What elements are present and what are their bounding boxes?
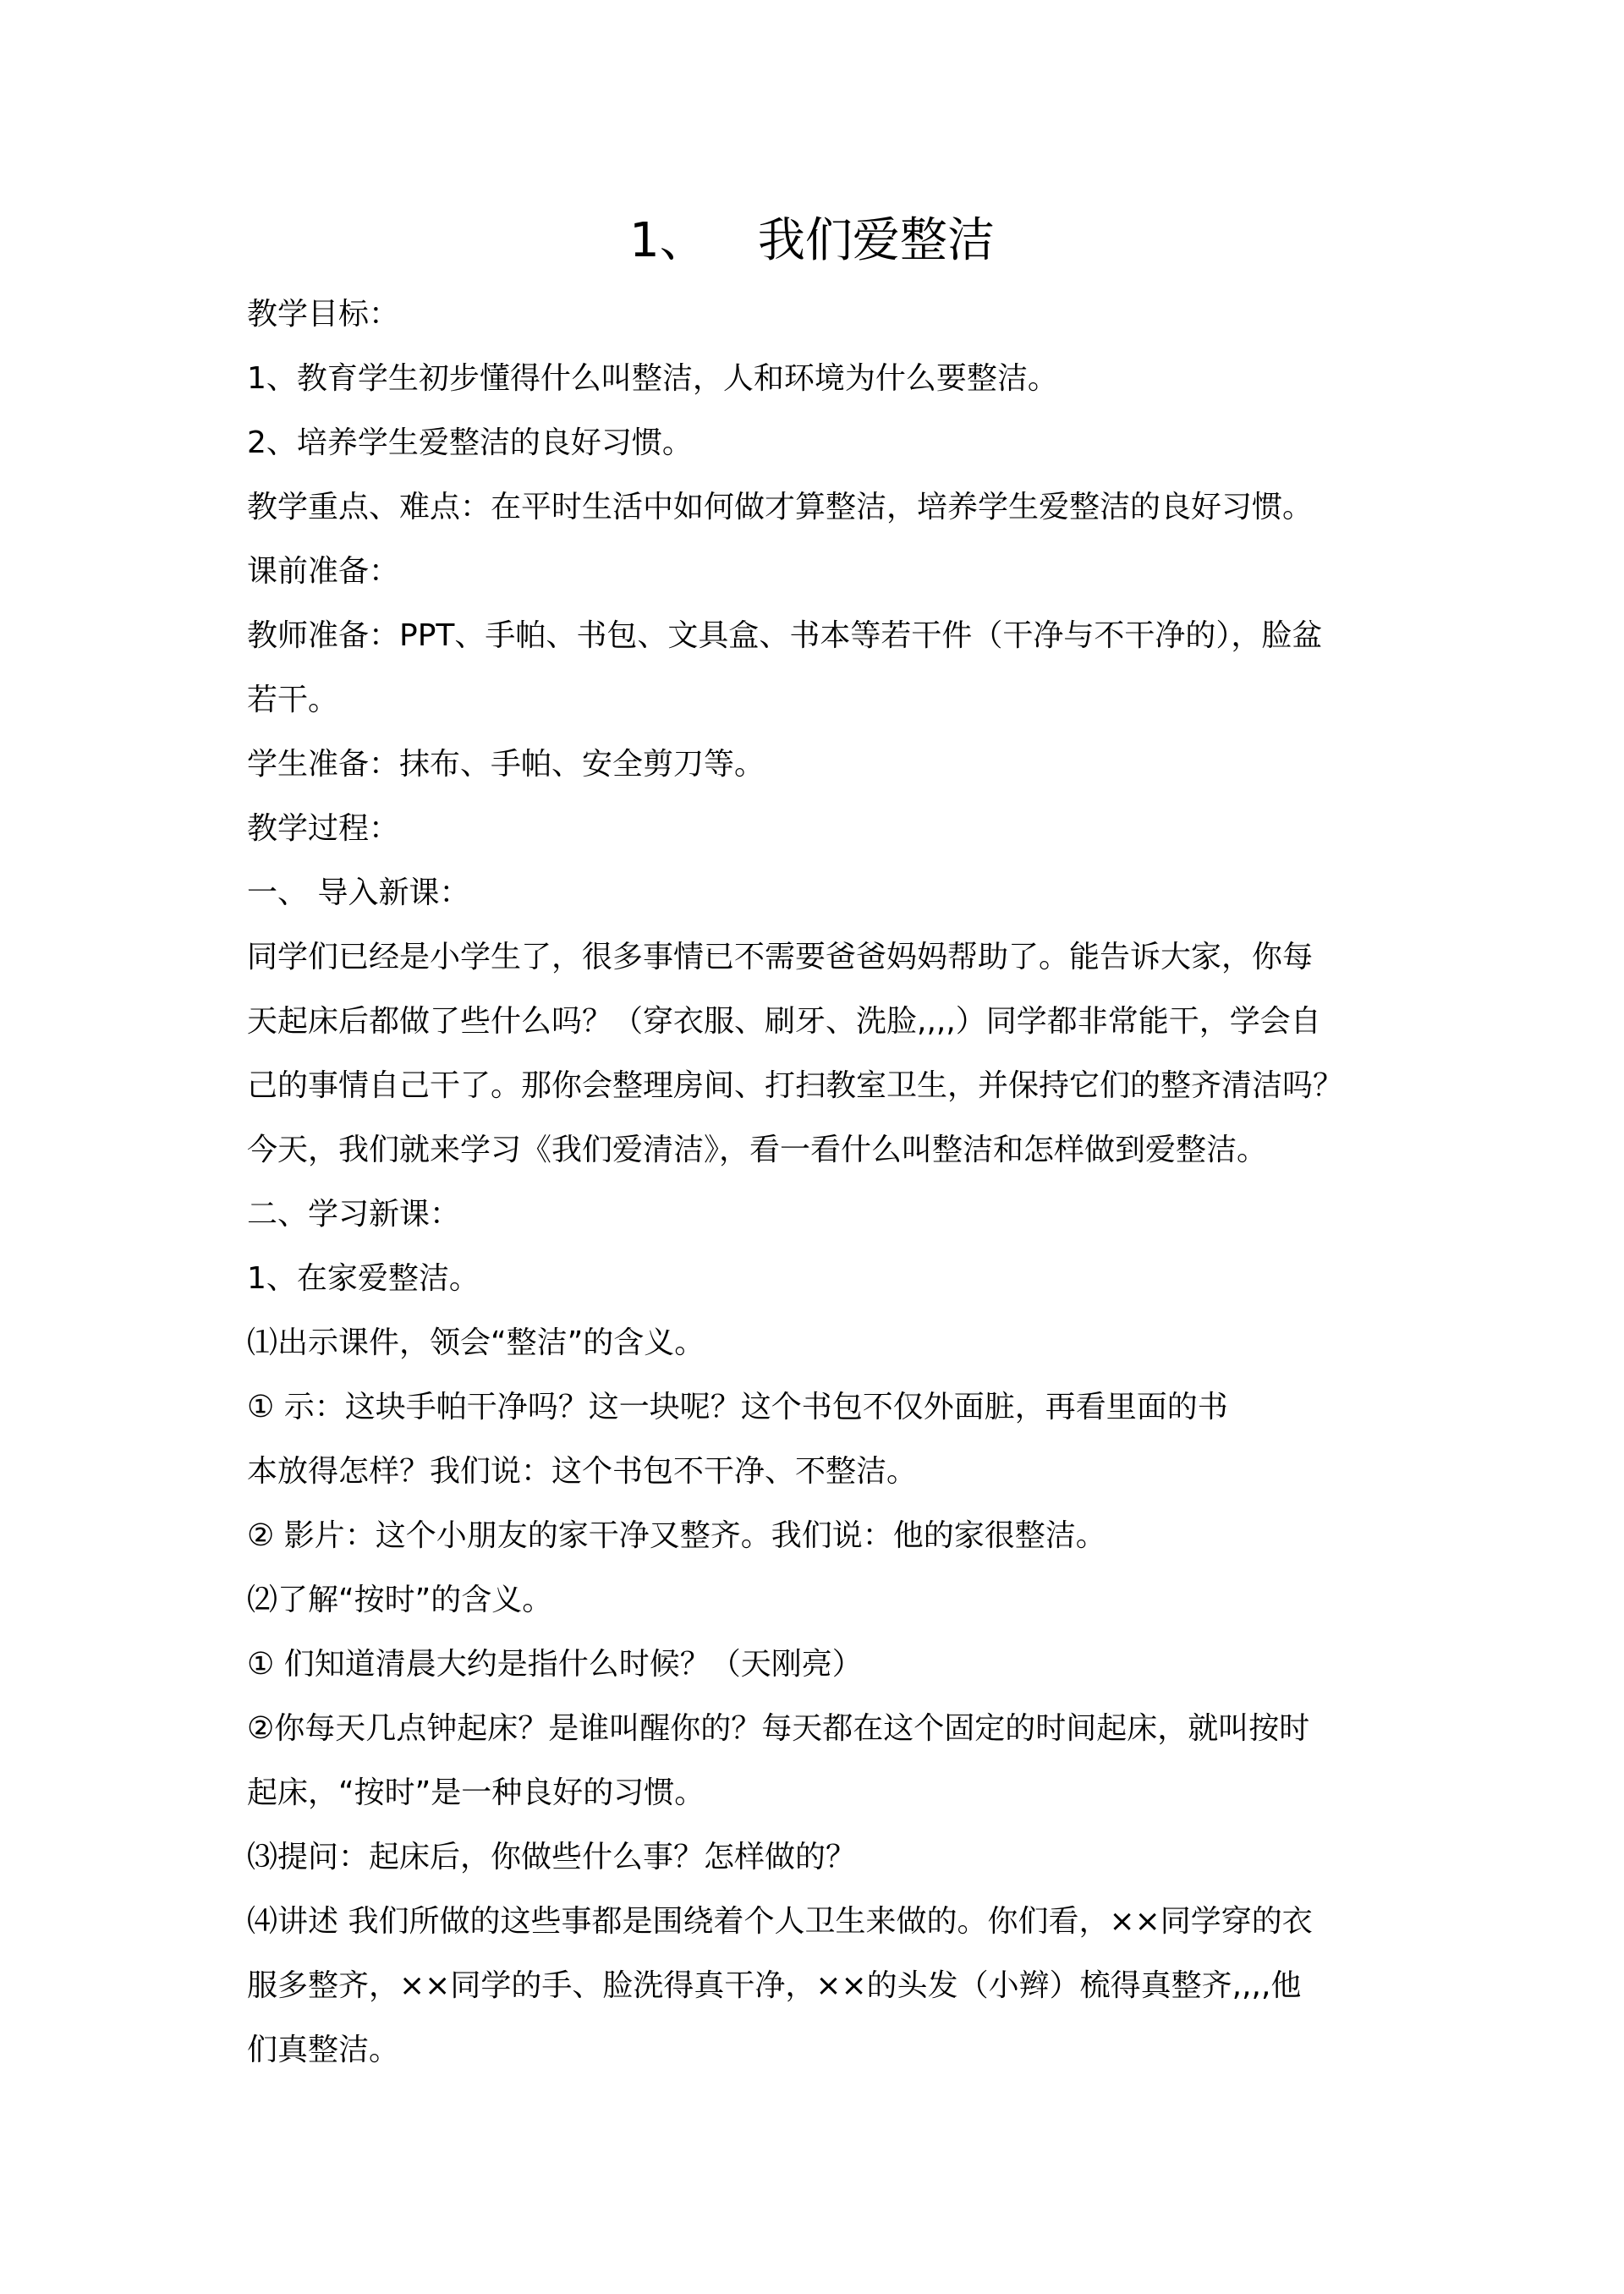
list-item: ① 示：这块手帕干净吗？这一块呢？这个书包不仅外面脏，再看里面的书 bbox=[247, 1390, 1228, 1424]
paragraph-line: 天起床后都做了些什么吗？（穿衣服、刷牙、洗脸,,,,）同学都非常能干，学会自 bbox=[247, 1004, 1321, 1039]
paragraph-line: 服多整齐，××同学的手、脸洗得真干净，××的头发（小辫）梳得真整齐,,,,他 bbox=[247, 1968, 1302, 2003]
subheading-introduction: 一、 导入新课： bbox=[247, 875, 470, 910]
objective-item-2: 2、培养学生爱整洁的良好习惯。 bbox=[247, 425, 693, 460]
teacher-preparation-line-2: 若干。 bbox=[247, 683, 339, 717]
key-points-paragraph: 教学重点、难点：在平时生活中如何做才算整洁，培养学生爱整洁的良好习惯。 bbox=[247, 490, 1314, 524]
objective-item-1: 1、教育学生初步懂得什么叫整洁，人和环境为什么要整洁。 bbox=[247, 361, 1058, 396]
list-item: ② 影片：这个小朋友的家干净又整齐。我们说：他的家很整洁。 bbox=[247, 1518, 1106, 1553]
student-preparation: 学生准备：抹布、手帕、安全剪刀等。 bbox=[247, 747, 765, 782]
paragraph-line: 们真整洁。 bbox=[247, 2033, 400, 2067]
list-item: ① 们知道清晨大约是指什么时候？（天刚亮） bbox=[247, 1647, 863, 1682]
paragraph-line: 同学们已经是小学生了，很多事情已不需要爸爸妈妈帮助了。能告诉大家，你每 bbox=[247, 940, 1314, 974]
list-item: ⑴出示课件，领会“整洁”的含义。 bbox=[247, 1325, 705, 1360]
subheading-new-lesson: 二、学习新课： bbox=[247, 1197, 461, 1232]
title-number: 1、 bbox=[629, 213, 707, 268]
paragraph-line: 今天，我们就来学习《我们爱清洁》，看一看什么叫整洁和怎样做到爱整洁。 bbox=[247, 1133, 1268, 1167]
list-item: ⑷讲述 我们所做的这些事都是围绕着个人卫生来做的。你们看，××同学穿的衣 bbox=[247, 1904, 1313, 1939]
list-item: ⑶提问：起床后，你做些什么事？怎样做的？ bbox=[247, 1840, 857, 1874]
section-heading-process: 教学过程： bbox=[247, 811, 400, 846]
list-item: 1、在家爱整洁。 bbox=[247, 1261, 480, 1296]
list-item: ⑵了解“按时”的含义。 bbox=[247, 1583, 553, 1617]
paragraph-line: 己的事情自己干了。那你会整理房间、打扫教室卫生，并保持它们的整齐清洁吗？ bbox=[247, 1068, 1344, 1103]
teacher-preparation-line-1: 教师准备：PPT、手帕、书包、文具盒、书本等若干件（干净与不干净的），脸盆 bbox=[247, 618, 1323, 653]
paragraph-line: 本放得怎样？我们说：这个书包不干净、不整洁。 bbox=[247, 1454, 918, 1489]
section-heading-preparation: 课前准备： bbox=[247, 554, 400, 589]
paragraph-line: 起床，“按时”是一种良好的习惯。 bbox=[247, 1775, 705, 1810]
page-title bbox=[0, 207, 1624, 275]
list-item: ②你每天几点钟起床？是谁叫醒你的？每天都在这个固定的时间起床，就叫按时 bbox=[247, 1711, 1310, 1746]
title-text: 我们爱整洁 bbox=[757, 213, 995, 268]
document-body bbox=[247, 283, 1397, 2083]
section-heading-objectives: 教学目标： bbox=[247, 297, 400, 332]
